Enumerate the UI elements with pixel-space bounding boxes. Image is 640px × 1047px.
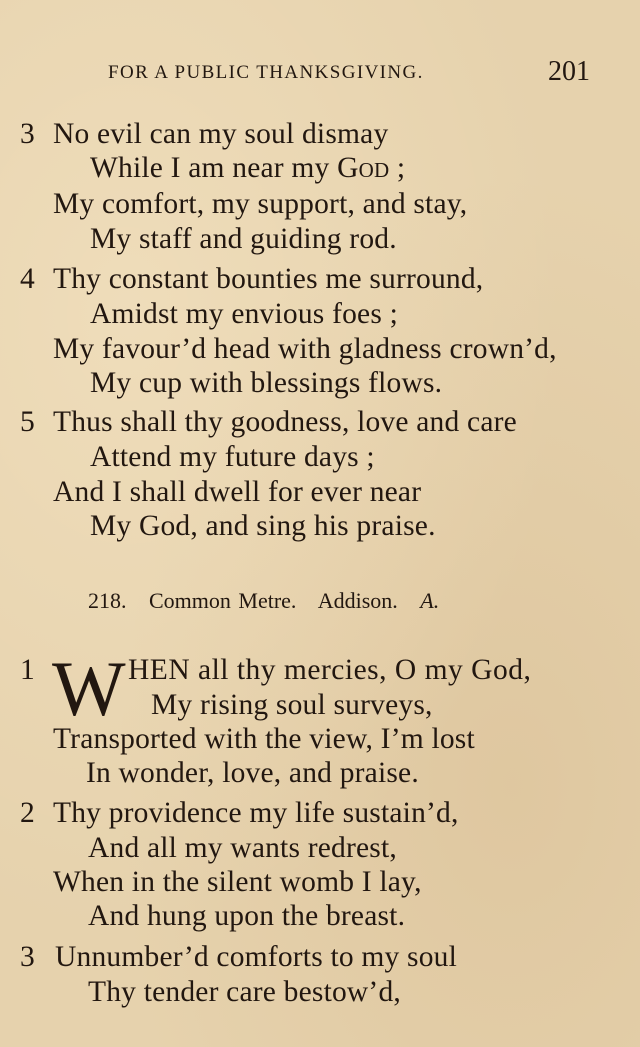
verse-line: My staff and guiding rod.: [90, 223, 397, 255]
drop-cap: W: [52, 645, 126, 732]
verse-line: And I shall dwell for ever near: [53, 476, 422, 508]
page-number: 201: [548, 56, 590, 87]
stanza-number: 5: [20, 406, 35, 438]
hymn-mark: A.: [420, 588, 440, 613]
stanza-number: 4: [20, 263, 35, 295]
verse-line: My rising soul surveys,: [151, 689, 433, 721]
verse-line: Transported with the view, I’m lost: [53, 723, 475, 755]
hymn-number: 218.: [88, 588, 127, 613]
verse-line: Thy constant bounties me surround,: [53, 263, 484, 295]
verse-punctuation: ;: [396, 152, 406, 184]
verse-line: Thy providence my life sustain’d,: [53, 797, 459, 829]
hymn-heading: [88, 588, 439, 614]
verse-line: And hung upon the breast.: [88, 900, 406, 932]
verse-line: My God, and sing his praise.: [90, 510, 436, 542]
verse-line: Attend my future days ;: [90, 441, 375, 473]
verse-line: My cup with blessings flows.: [90, 367, 443, 399]
verse-line: My favour’d head with gladness crown’d,: [53, 333, 557, 365]
stanza-number: 3: [20, 941, 35, 973]
verse-line: In wonder, love, and praise.: [86, 757, 419, 789]
running-title: FOR A PUBLIC THANKSGIVING.: [108, 62, 424, 83]
verse-line: Amidst my envious foes ;: [90, 298, 398, 330]
verse-line: HEN all thy mercies, O my God,: [128, 654, 532, 686]
hymn-metre: Common Metre.: [149, 588, 297, 613]
verse-line: My comfort, my support, and stay,: [53, 188, 468, 220]
divine-name: God: [337, 152, 390, 184]
verse-line: No evil can my soul dismay: [53, 118, 389, 150]
stanza-number: 3: [20, 118, 35, 150]
verse-line: Unnumber’d comforts to my soul: [55, 941, 458, 973]
stanza-number: 2: [20, 797, 35, 829]
verse-line: Thus shall thy goodness, love and care: [53, 406, 517, 438]
stanza-number: 1: [20, 654, 35, 686]
verse-line: And all my wants redrest,: [88, 832, 397, 864]
verse-line: [90, 152, 405, 185]
verse-line: When in the silent womb I lay,: [53, 866, 422, 898]
hymn-author: Addison.: [317, 588, 398, 613]
verse-line-text: While I am near my: [90, 152, 330, 184]
verse-line: Thy tender care bestow’d,: [88, 976, 401, 1008]
